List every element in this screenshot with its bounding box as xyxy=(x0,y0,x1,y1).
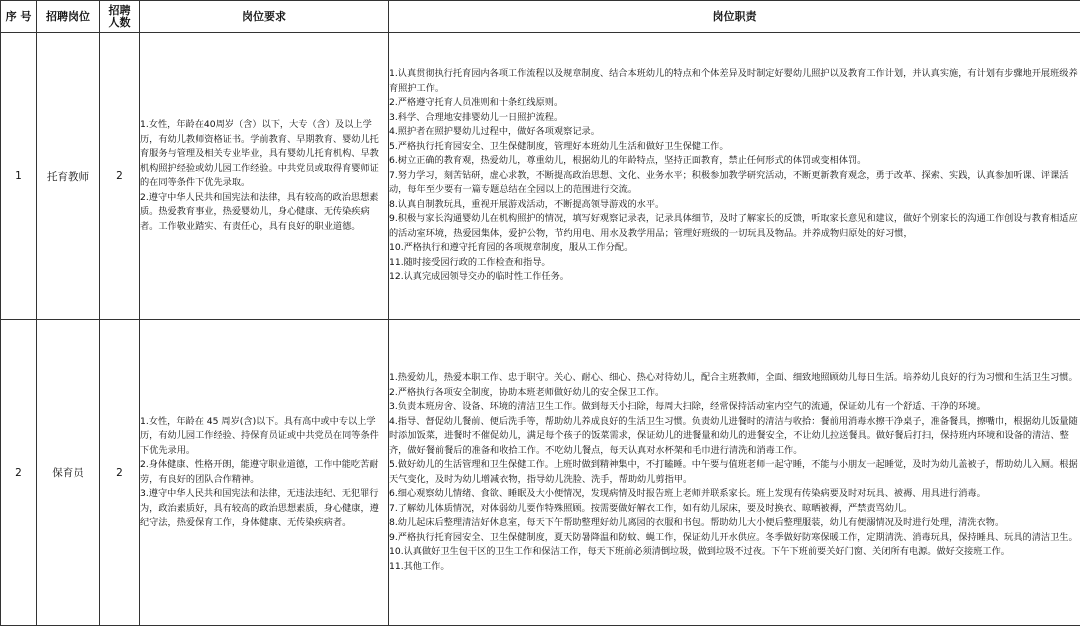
row-seq: 1 xyxy=(1,33,37,320)
duty-item: 5.严格执行托育园安全、卫生保健制度，管理好本班幼儿生活和做好卫生保健工作。 xyxy=(389,140,729,152)
row-count: 2 xyxy=(100,33,140,320)
duty-item: 10.认真做好卫生包干区的卫生工作和保洁工作，每天下班前必须清倒垃圾，做到垃圾不过夜。下午下班前要关好门窗、关闭所有电源。做好交接班工作。 xyxy=(389,546,1010,557)
row-duties xyxy=(389,320,1080,626)
requirement-item: 1.女性，年龄在 45 周岁(含)以下。具有高中或中专以上学历，有幼儿园工作经验、持保育员证或中共党员在同等条件下优先录用。 xyxy=(140,415,379,456)
duty-item: 1.认真贯彻执行托育园内各项工作流程以及规章制度、结合本班幼儿的特点和个体差异及时制定好婴幼儿照护以及教育工作计划，并认真实施，有计划有步骤地开展班级养育照护工作。 xyxy=(389,68,1078,94)
duty-item: 12.认真完成园领导交办的临时性工作任务。 xyxy=(389,271,569,283)
row-count: 2 xyxy=(100,320,140,626)
row-position: 保育员 xyxy=(37,320,100,626)
row-position: 托育教师 xyxy=(37,33,100,320)
row-duties xyxy=(389,33,1080,320)
row-seq: 2 xyxy=(1,320,37,626)
duty-item: 11.其他工作。 xyxy=(389,560,450,572)
requirement-item: 3.遵守中华人民共和国宪法和法律，无违法违纪、无犯罪行为，政治素质好，具有较高的政治思想素质，身心健康，遵纪守法，热爱保育工作，身体健康、无传染疾病者。 xyxy=(140,488,379,528)
requirement-item: 2.遵守中华人民共和国宪法和法律，具有较高的政治思想素质。热爱教育事业，热爱婴幼儿，身心健康、无传染疾病者。工作敬业踏实、有责任心，具有良好的职业道德。 xyxy=(140,191,379,232)
header-row xyxy=(1,1,1080,33)
requirement-item: 1.女性，年龄在40周岁（含）以下，大专（含）及以上学历，有幼儿教师资格证书。学前教育、早期教育、婴幼儿托育服务与管理及相关专业毕业，具有婴幼儿托育机构、早教机构照护经验或幼儿园工作经验。中共党员或取得育婴师证的在同等条件下优先录取。 xyxy=(140,119,379,188)
header-requirements: 岗位要求 xyxy=(140,1,389,33)
duty-item: 2.严格执行各项安全制度，协助本班老师做好幼儿的安全保卫工作。 xyxy=(389,386,665,398)
duty-item: 4.照护者在照护婴幼儿过程中，做好各项观察记录。 xyxy=(389,126,600,138)
duty-item: 6.树立正确的教育观，热爱幼儿，尊重幼儿，根据幼儿的年龄特点，坚持正面教育，禁止任何形式的体罚或变相体罚。 xyxy=(389,155,867,167)
duty-item: 9.积极与家长沟通婴幼儿在机构照护的情况，填写好观察记录表，记录具体细节，及时了解家长的反馈，听取家长意见和建议，做好个别家长的沟通工作创设与教育相适应的活动室环境，热爱园集体，爱护公物，节约用电、用水及教学用品；管理好班级的一切玩具及物品。并养成物归原处的好习惯， xyxy=(389,213,1078,239)
header-count-line2: 人数 xyxy=(108,15,131,29)
row-requirements xyxy=(140,33,389,320)
requirement-item: 2.身体健康、性格开朗，能遵守职业道德，工作中能吃苦耐劳，有良好的团队合作精神。 xyxy=(140,459,379,485)
table-row xyxy=(1,320,1080,626)
header-seq: 序 号 xyxy=(1,1,37,33)
duty-item: 8.认真自制教玩具，重视开展游戏活动，不断提高领导游戏的水平。 xyxy=(389,198,665,210)
header-duties: 岗位职责 xyxy=(389,1,1080,33)
header-count xyxy=(100,1,140,33)
duty-item: 3.科学、合理地安排婴幼儿一日照护流程。 xyxy=(389,111,564,123)
duty-item: 1.热爱幼儿，热爱本职工作、忠于职守。关心、耐心、细心、热心对待幼儿，配合主班教师，全面、细致地照顾幼儿每日生活。培养幼儿良好的行为习惯和生活卫生习惯。 xyxy=(389,372,1078,383)
table-row xyxy=(1,33,1080,320)
duty-item: 9.严格执行托育园安全、卫生保健制度，夏天防暑降温和防蚊、蝇工作，保证幼儿开水供应。冬季做好防寒保暖工作，定期清洗、消毒玩具，保持睡具、玩具的清洁卫生。 xyxy=(389,531,1078,543)
row-requirements xyxy=(140,320,389,626)
duty-item: 4.指导、督促幼儿餐前、便后洗手等，帮助幼儿养成良好的生活卫生习惯。负责幼儿进餐时的清洁与收拾：餐前用消毒水擦干净桌子，准备餐具，擦嘴巾，根据幼儿饭量随时添加饭菜，进餐时不催促幼儿，满足每个孩子的饭菜需求，保证幼儿的进餐量和幼儿的进餐安全，不让幼儿拉送餐具。做好餐后打扫，保持班内环境和设备的清洁、整齐，做好餐前餐后的准备和收拾工作。不吃幼儿餐点，每天认真对水杯架和毛巾进行清洗和消毒工作。 xyxy=(389,415,1078,456)
duty-item: 2.严格遵守托育人员准则和十条红线原则。 xyxy=(389,97,564,109)
duty-item: 6.细心观察幼儿情绪、食欲、睡眠及大小便情况，发现病情及时报告班上老师并联系家长。班上发现有传染病要及时对玩具、被褥、用具进行消毒。 xyxy=(389,488,986,499)
header-count-line1: 招聘 xyxy=(108,3,131,17)
duty-item: 11.随时接受园行政的工作检查和指导。 xyxy=(389,256,551,268)
duty-item: 10.严格执行和遵守托育园的各项规章制度，服从工作分配。 xyxy=(389,242,634,254)
duty-item: 5.做好幼儿的生活管理和卫生保健工作。上班时做到精神集中，不打瞌睡。中午要与值班老师一起守睡，不能与小朋友一起睡觉，及时为幼儿盖被子，帮助幼儿入厕。根据天气变化，及时为幼儿增减衣物，指导幼儿洗脸、洗手，帮助幼儿剪指甲。 xyxy=(389,459,1078,485)
duty-item: 7.了解幼儿体质情况，对体弱幼儿要作特殊照顾。按需要做好解衣工作，如有幼儿尿床，要及时换衣、晾晒被褥，严禁责骂幼儿。 xyxy=(389,502,913,514)
duty-item: 3.负责本班房舍、设备、环境的清洁卫生工作。做到每天小扫除，每周大扫除，经常保持活动室内空气的流通，保证幼儿有一个舒适、干净的环境。 xyxy=(389,401,986,412)
duty-item: 7.努力学习，刻苦钻研，虚心求教，不断提高政治思想、文化、业务水平；积极参加教学研究活动，不断更新教育观念，勇于改革、探索、实践，认真参加听课、评课活动，每年至少要有一篇专题总结在全园以上的范围进行交流。 xyxy=(389,169,1069,196)
duty-item: 8.幼儿起床后整理清洁好休息室，每天下午帮助整理好幼儿离园的衣服和书包。帮助幼儿大小便后整理服装，幼儿有便溺情况及时进行处理，清洗衣物。 xyxy=(389,517,1005,528)
header-position: 招聘岗位 xyxy=(37,1,100,33)
